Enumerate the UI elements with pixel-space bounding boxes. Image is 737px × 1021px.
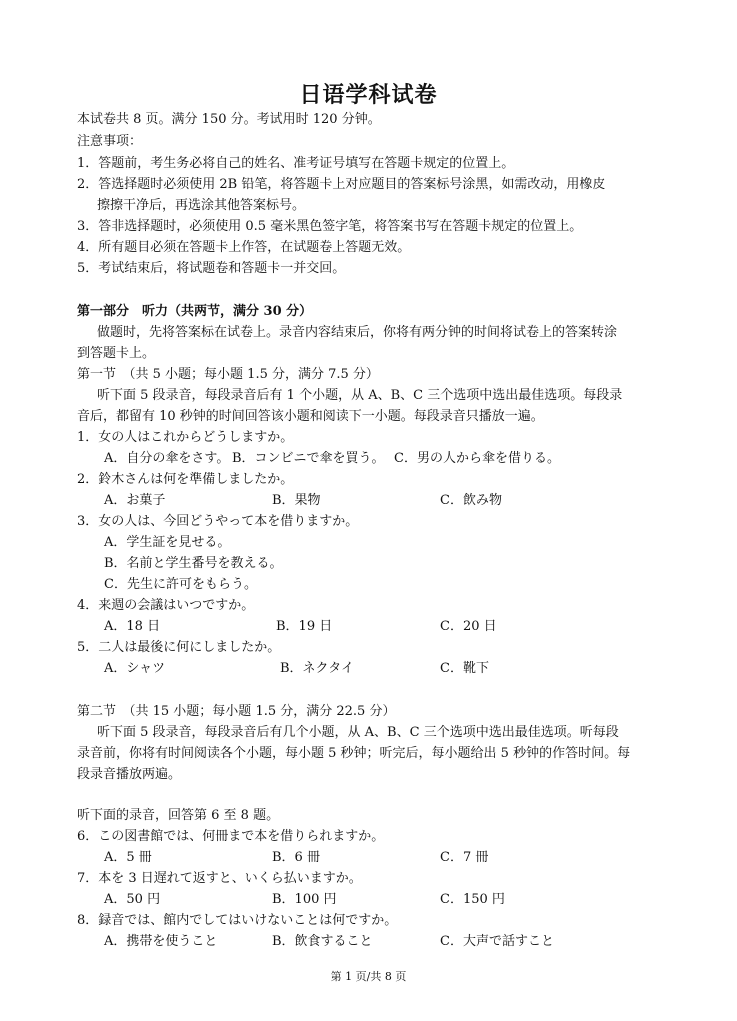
- question-5: 5．二人は最後に何にしましたか。: [77, 640, 281, 655]
- note-1: 1．答题前，考生务必将自己的姓名、准考证号填写在答题卡规定的位置上。: [77, 156, 515, 171]
- note-5: 5．考试结束后，将试题卷和答题卡一并交回。: [77, 261, 346, 276]
- option-a: A．お菓子: [104, 493, 166, 508]
- option-c: C．靴下: [440, 661, 489, 676]
- question-2: 2．鈴木さんは何を準備しましたか。: [77, 472, 294, 487]
- notes-heading: 注意事项：: [77, 134, 143, 149]
- option-b: B．名前と学生番号を教える。: [104, 556, 283, 571]
- option-b: B．19 日: [276, 619, 333, 634]
- section2-instruction: 听下面 5 段录音，每段录音后有几个小题，从 A、B、C 三个选项中选出最佳选项。听每段: [97, 725, 619, 740]
- option-a: A．50 円: [104, 892, 161, 907]
- option-b: B．果物: [272, 493, 321, 508]
- option-c: C．150 円: [440, 892, 505, 907]
- note-3: 3．答非选择题时，必须使用 0.5 毫米黑色签字笔，将答案书写在答题卡规定的位置上。: [77, 219, 583, 234]
- option-a: A．18 日: [104, 619, 161, 634]
- section1-instruction-cont: 音后，都留有 10 秒钟的时间回答该小题和阅读下一小题。每段录音只播放一遍。: [77, 409, 544, 424]
- option-c: C．7 冊: [440, 850, 489, 865]
- option-c: C．男の人から傘を借りる。: [394, 451, 560, 466]
- part1-instruction-cont: 到答题卡上。: [77, 346, 156, 361]
- exam-info: 本试卷共 8 页。满分 150 分。考试用时 120 分钟。: [77, 112, 381, 127]
- option-b: B．6 冊: [272, 850, 320, 865]
- page-number: 第 1 页/共 8 页: [330, 970, 407, 983]
- option-a: A．学生証を見せる。: [104, 535, 231, 550]
- section1-instruction: 听下面 5 段录音，每段录音后有 1 个小题，从 A、B、C 三个选项中选出最佳选项。每段录: [97, 388, 623, 403]
- question-7: 7．本を 3 日遅れて返すと、いくら払いますか。: [77, 871, 362, 886]
- part1-instruction: 做题时，先将答案标在试卷上。录音内容结束后，你将有两分钟的时间将试卷上的答案转涂: [97, 325, 618, 340]
- question-3: 3．女の人は、今回どうやって本を借りますか。: [77, 514, 359, 529]
- option-b: B．100 円: [272, 892, 337, 907]
- option-c: C．20 日: [440, 619, 497, 634]
- note-2-cont: 擦擦干净后，再选涂其他答案标号。: [97, 198, 306, 213]
- listening-intro: 听下面的录音，回答第 6 至 8 题。: [77, 808, 280, 823]
- option-a: A．シャツ: [104, 661, 166, 676]
- question-4: 4．来週の会議はいつですか。: [77, 598, 255, 613]
- option-b: B．コンビニで傘を買う。: [232, 451, 385, 466]
- section2-heading: 第二节 （共 15 小题；每小题 1.5 分，满分 22.5 分）: [77, 704, 396, 719]
- option-a: A．携帯を使うこと: [104, 934, 218, 949]
- option-b: B．飲食すること: [272, 934, 373, 949]
- question-8: 8．録音では、館内でしてはいけないことは何ですか。: [77, 913, 398, 928]
- note-2: 2．答选择题时必须使用 2B 铅笔，将答题卡上对应题目的答案标号涂黑，如需改动，用橡皮: [77, 177, 606, 192]
- section2-instruction-cont: 录音前，你将有时间阅读各个小题，每小题 5 秒钟；听完后，每小题给出 5 秒钟的作答时间。每: [77, 746, 631, 761]
- option-c: C．飲み物: [440, 493, 502, 508]
- page-title: 日语学科试卷: [299, 82, 438, 108]
- option-b: B．ネクタイ: [280, 661, 355, 676]
- question-6: 6．この図書館では、何冊まで本を借りられますか。: [77, 829, 385, 844]
- option-c: C．先生に許可をもらう。: [104, 577, 257, 592]
- part1-heading: 第一部分 听力（共两节，满分 30 分）: [77, 304, 313, 319]
- note-4: 4．所有题目必须在答题卡上作答，在试题卷上答题无效。: [77, 240, 411, 255]
- option-a: A．5 冊: [104, 850, 152, 865]
- section2-instruction-cont2: 段录音播放两遍。: [77, 767, 182, 782]
- option-c: C．大声で話すこと: [440, 934, 554, 949]
- section1-heading: 第一节 （共 5 小题；每小题 1.5 分，满分 7.5 分）: [77, 367, 379, 382]
- option-a: A．自分の傘をさす。: [104, 451, 230, 466]
- question-1: 1．女の人はこれからどうしますか。: [77, 430, 294, 445]
